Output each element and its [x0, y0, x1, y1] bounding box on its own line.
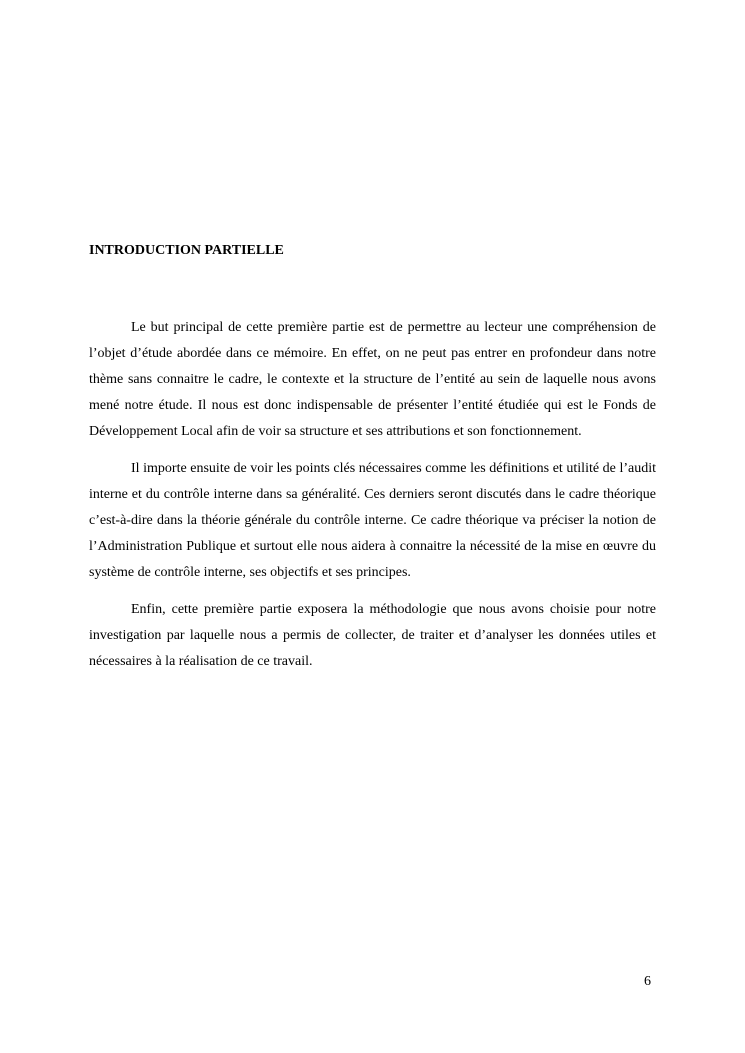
- paragraph-1: Le but principal de cette première partie est de permettre au lecteur une compréhension de l’objet d’étude abordée dans ce mémoire. En effet, on ne peut pas entrer en profondeur dans notre thème sans connaitre le cadre, le contexte et la structure de l’entité au sein de laquelle nous avons mené notre étude. Il nous est donc indispensable de présenter l’entité étudiée qui est le Fonds de Développement Local afin de voir sa structure et ses attributions et son fonctionnement.: [89, 320, 656, 439]
- body-text: [89, 315, 656, 686]
- page-number: 6: [644, 974, 651, 989]
- paragraph-3: Enfin, cette première partie exposera la méthodologie que nous avons choisie pour notre investigation par laquelle nous a permis de collecter, de traiter et d’analyser les données utiles et nécessaires à la réalisation de ce travail.: [89, 602, 656, 669]
- paragraph-2: Il importe ensuite de voir les points clés nécessaires comme les définitions et utilité de l’audit interne et du contrôle interne dans sa généralité. Ces derniers seront discutés dans le cadre théorique c’est-à-dire dans la théorie générale du contrôle interne. Ce cadre théorique va préciser la notion de l’Administration Publique et surtout elle nous aidera à connaitre la nécessité de la mise en œuvre du système de contrôle interne, ses objectifs et ses principes.: [89, 461, 656, 580]
- section-heading: INTRODUCTION PARTIELLE: [89, 243, 284, 258]
